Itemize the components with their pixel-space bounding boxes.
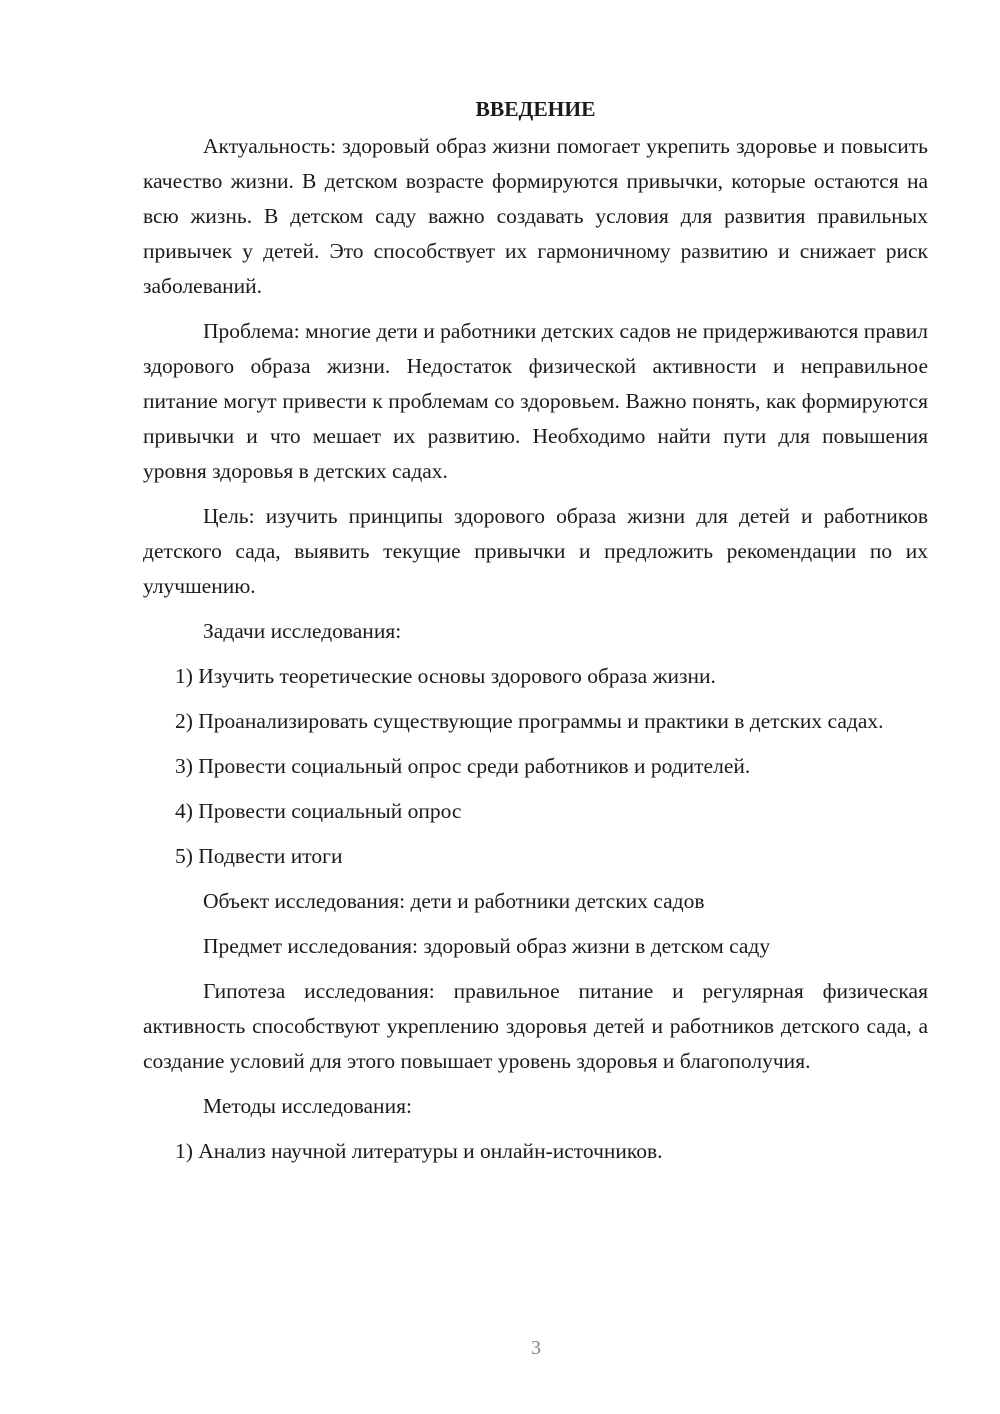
tasks-heading: Задачи исследования: [203,619,402,643]
task-item-4: 4) Провести социальный опрос [175,799,462,823]
section-heading: ВВЕДЕНИЕ [475,97,596,121]
goal-paragraph: Цель: изучить принципы здорового образа жизни для детей и работников детского сада, выявить текущие привычки и предложить рекомендации по их улучшению. [143,504,928,598]
hypothesis-paragraph: Гипотеза исследования: правильное питание и регулярная физическая активность способствуют укреплению здоровья детей и работников детского сада, а создание условий для этого повышает уровень здоровья и благополучия. [143,979,928,1073]
subject-line: Предмет исследования: здоровый образ жизни в детском саду [203,934,771,958]
problem-paragraph: Проблема: многие дети и работники детских садов не придерживаются правил здорового образа жизни. Недостаток физической активности и неправильное питание могут привести к проблемам со здоровьем. Важно понять, как формируются привычки и что мешает их развитию. Необходимо найти пути для повышения уровня здоровья в детских садах. [143,319,928,483]
task-item-1: 1) Изучить теоретические основы здорового образа жизни. [175,664,716,688]
task-item-5: 5) Подвести итоги [175,844,343,868]
task-item-3: 3) Провести социальный опрос среди работников и родителей. [175,754,751,778]
method-item-1: 1) Анализ научной литературы и онлайн-источников. [175,1139,663,1163]
relevance-paragraph: Актуальность: здоровый образ жизни помогает укрепить здоровье и повысить качество жизни. В детском возрасте формируются привычки, которые остаются на всю жизнь. В детском саду важно создавать условия для развития правильных привычек у детей. Это способствует их гармоничному развитию и снижает риск заболеваний. [143,134,928,298]
document-page [143,92,928,1179]
task-item-2: 2) Проанализировать существующие программы и практики в детских садах. [175,709,884,733]
methods-heading: Методы исследования: [203,1094,412,1118]
page-number: 3 [531,1337,541,1359]
object-line: Объект исследования: дети и работники детских садов [203,889,705,913]
